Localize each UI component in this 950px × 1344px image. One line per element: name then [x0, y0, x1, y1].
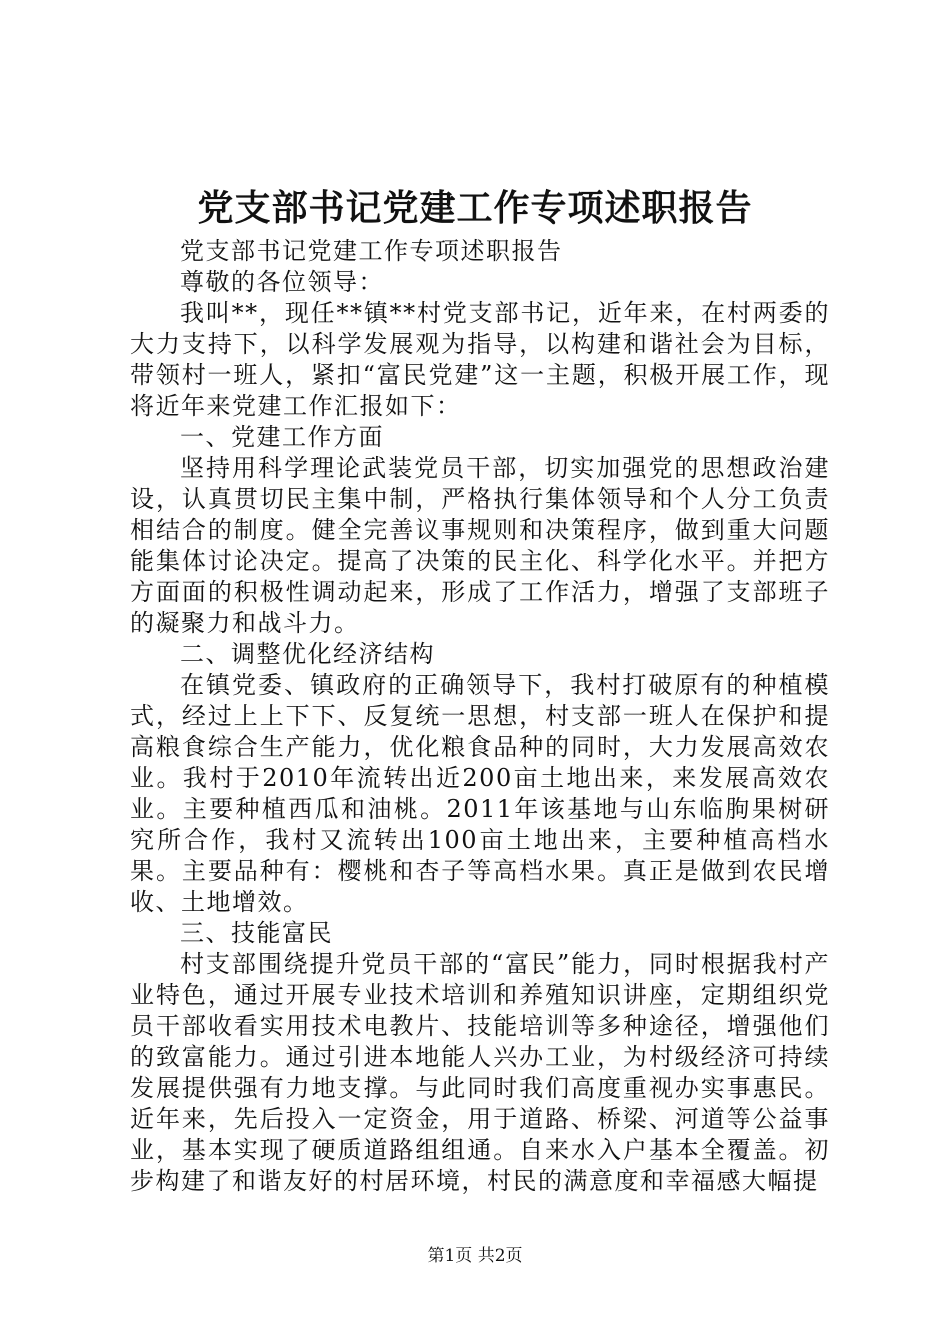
document-title: 党支部书记党建工作专项述职报告: [197, 187, 753, 229]
paragraph-salutation: 尊敬的各位领导：: [180, 268, 384, 296]
section-heading-3: 三、技能富民: [180, 919, 333, 947]
paragraph-section-3: 村支部围绕提升党员干部的“富民”能力，同时根据我村产业特色，通过开展专业技术培训和养殖知识讲座，定期组织党员干部收看实用技术电教片、技能培训等多种途径，增强他们的致富能力。通过引进本地能人兴办工业，为村级经济可持续发展提供强有力地支撑。与此同时我们高度重视办实事惠民。近年来，先后投入一定资金，用于道路、桥梁、河道等公益事业，基本实现了硬质道路组组通。自来水入户基本全覆盖。初步构建了和谐友好的村居环境，村民的满意度和幸福感大幅提: [130, 950, 830, 1195]
paragraph-section-1: 坚持用科学理论武装党员干部，切实加强党的思想政治建设，认真贯切民主集中制，严格执行集体领导和个人分工负责相结合的制度。健全完善议事规则和决策程序，做到重大问题能集体讨论决定。提高了决策的民主化、科学化水平。并把方方面面的积极性调动起来，形成了工作活力，增强了支部班子的凝聚力和战斗力。: [130, 454, 830, 637]
document-body: [130, 236, 830, 1197]
paragraph-heading-repeat: 党支部书记党建工作专项述职报告: [180, 237, 563, 265]
paragraph-intro: 我叫**，现任**镇**村党支部书记，近年来，在村两委的大力支持下，以科学发展观为指导，以构建和谐社会为目标，带领村一班人，紧扣“富民党建”这一主题，积极开展工作，现将近年来党建工作汇报如下：: [130, 299, 830, 420]
paragraph-section-2: 在镇党委、镇政府的正确领导下，我村打破原有的种植模式，经过上上下下、反复统一思想，村支部一班人在保护和提高粮食综合生产能力，优化粮食品种的同时，大力发展高效农业。我村于2010年流转出近200亩土地出来，来发展高效农业。主要种植西瓜和油桃。2011年该基地与山东临朐果树研究所合作，我村又流转出100亩土地出来，主要种植高档水果。主要品种有：樱桃和杏子等高档水果。真正是做到农民增收、土地增效。: [130, 671, 830, 916]
page-number-footer: 第1页 共2页: [427, 1246, 523, 1266]
section-heading-1: 一、党建工作方面: [180, 423, 384, 451]
section-heading-2: 二、调整优化经济结构: [180, 640, 435, 668]
